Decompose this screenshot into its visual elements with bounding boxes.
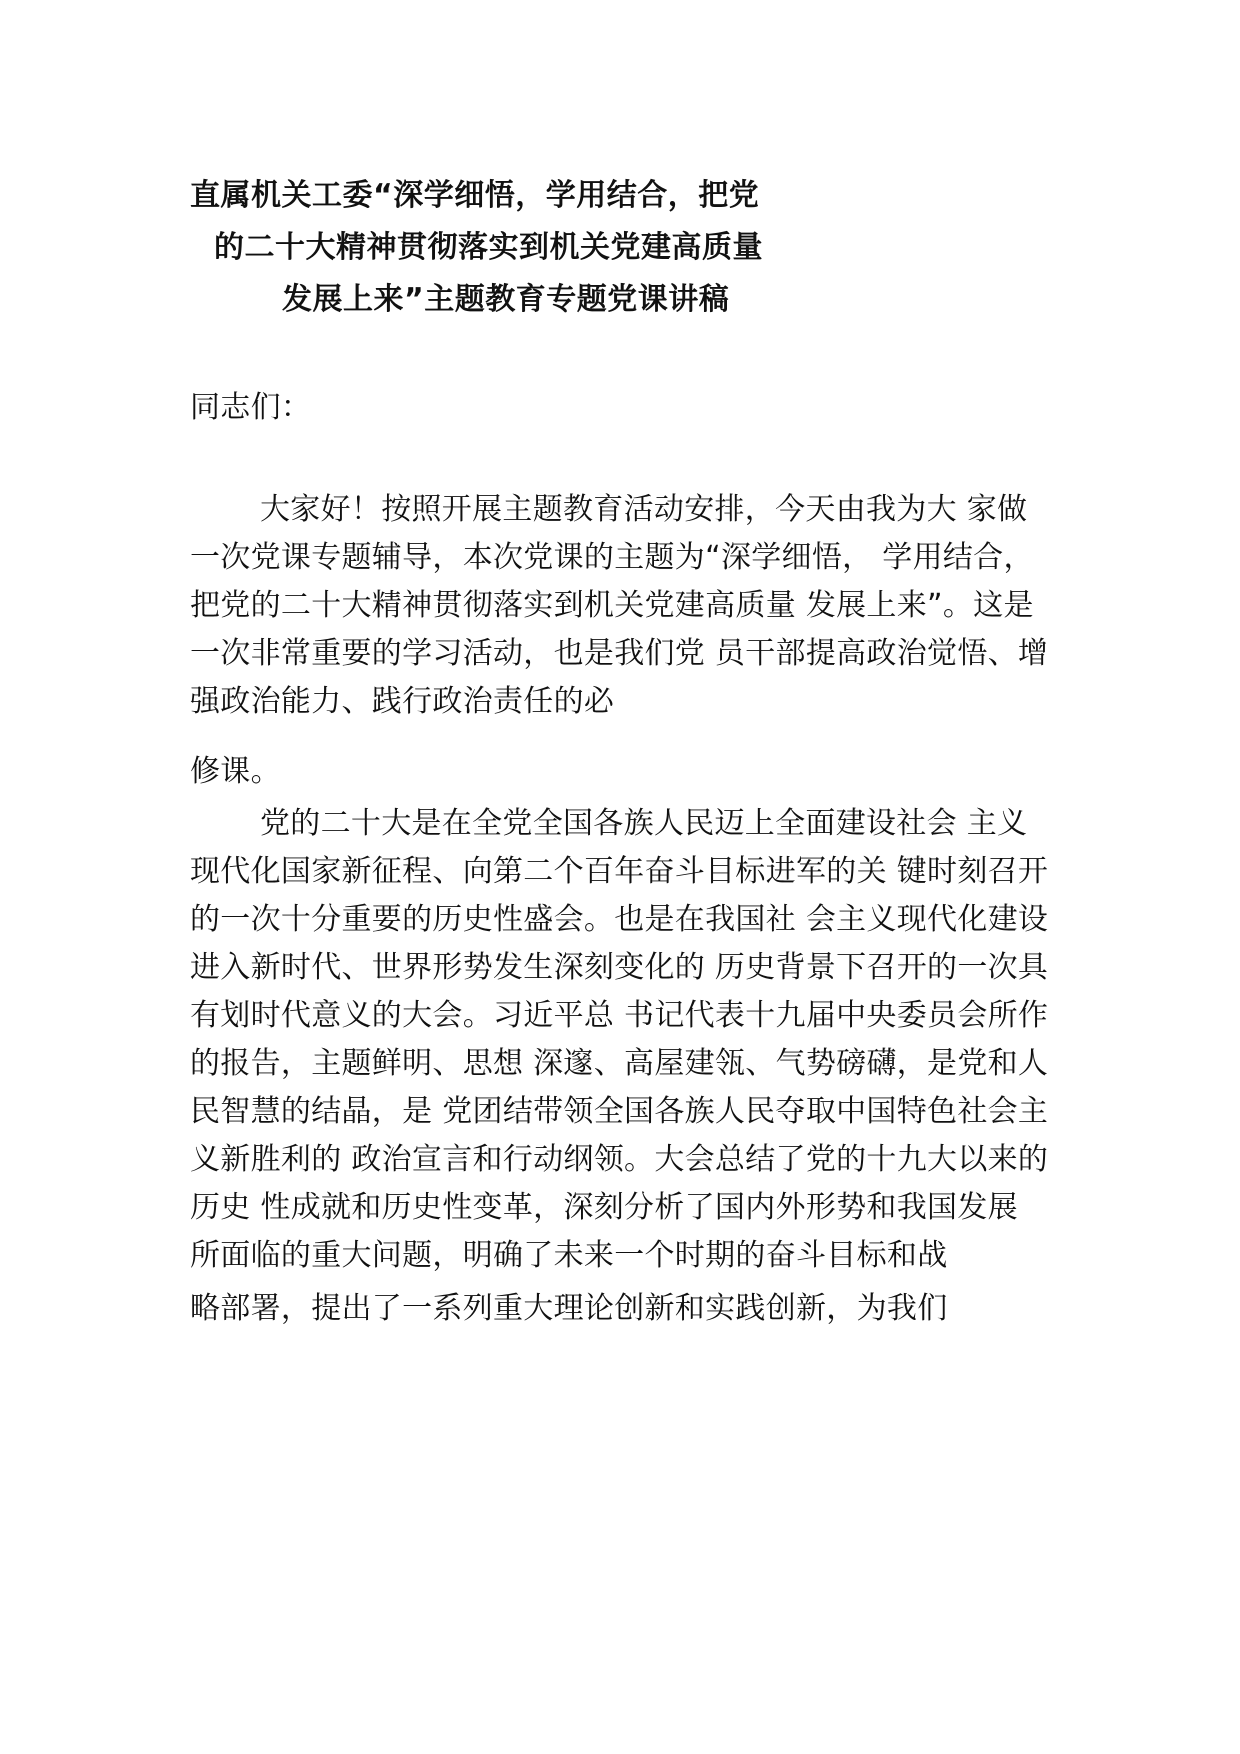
paragraph-1-line: 强政治能力、践行政治责任的必 <box>190 684 615 719</box>
paragraph-2-line: 所面临的重大问题，明确了未来一个时期的奋斗目标和战 <box>190 1238 948 1273</box>
paragraph-1-line: 一次非常重要的学习活动，也是我们党 员干部提高政治觉悟、增 <box>190 636 1049 671</box>
title-line-2: 的二十大精神贯彻落实到机关党建高质量 <box>214 230 763 265</box>
salutation-text: 同志们： <box>190 390 312 425</box>
document-title <box>190 170 810 326</box>
paragraph-2-line: 党的二十大是在全党全国各族人民迈上全面建设社会 主义 <box>260 806 1028 841</box>
paragraph-1-line: 把党的二十大精神贯彻落实到机关党建高质量 发展上来”。这是 <box>190 588 1034 623</box>
paragraph-2-line: 义新胜利的 政治宣言和行动纲领。大会总结了党的十九大以来的 <box>190 1142 1049 1177</box>
paragraph-1-tail <box>190 748 1050 796</box>
title-line-3: 发展上来”主题教育专题党课讲稿 <box>282 282 730 317</box>
paragraph-1 <box>190 486 1050 726</box>
paragraph-3 <box>190 1285 1050 1333</box>
paragraph-1-line: 大家好！按照开展主题教育活动安排，今天由我为大 家做 <box>260 492 1028 527</box>
paragraph-1-tail-text: 修课。 <box>190 754 281 789</box>
paragraph-2-line: 现代化国家新征程、向第二个百年奋斗目标进军的关 键时刻召开 <box>190 854 1049 889</box>
salutation <box>190 384 1050 432</box>
paragraph-2-line: 历史 性成就和历史性变革，深刻分析了国内外形势和我国发展 <box>190 1190 1018 1225</box>
paragraph-2 <box>190 800 1050 1280</box>
paragraph-2-line: 的一次十分重要的历史性盛会。也是在我国社 会主义现代化建设 <box>190 902 1049 937</box>
paragraph-1-line: 一次党课专题辅导，本次党课的主题为“深学细悟， 学用结合， <box>190 540 1034 575</box>
paragraph-2-line: 有划时代意义的大会。习近平总 书记代表十九届中央委员会所作 <box>190 998 1049 1033</box>
paragraph-2-line: 民智慧的结晶，是 党团结带领全国各族人民夺取中国特色社会主 <box>190 1094 1049 1129</box>
paragraph-2-line: 的报告，主题鲜明、思想 深邃、高屋建瓴、气势磅礴，是党和人 <box>190 1046 1049 1081</box>
paragraph-3-line: 略部署，提出了一系列重大理论创新和实践创新，为我们 <box>190 1291 948 1326</box>
title-line-1: 直属机关工委“深学细悟，学用结合，把党 <box>190 178 760 213</box>
paragraph-2-line: 进入新时代、世界形势发生深刻变化的 历史背景下召开的一次具 <box>190 950 1049 985</box>
